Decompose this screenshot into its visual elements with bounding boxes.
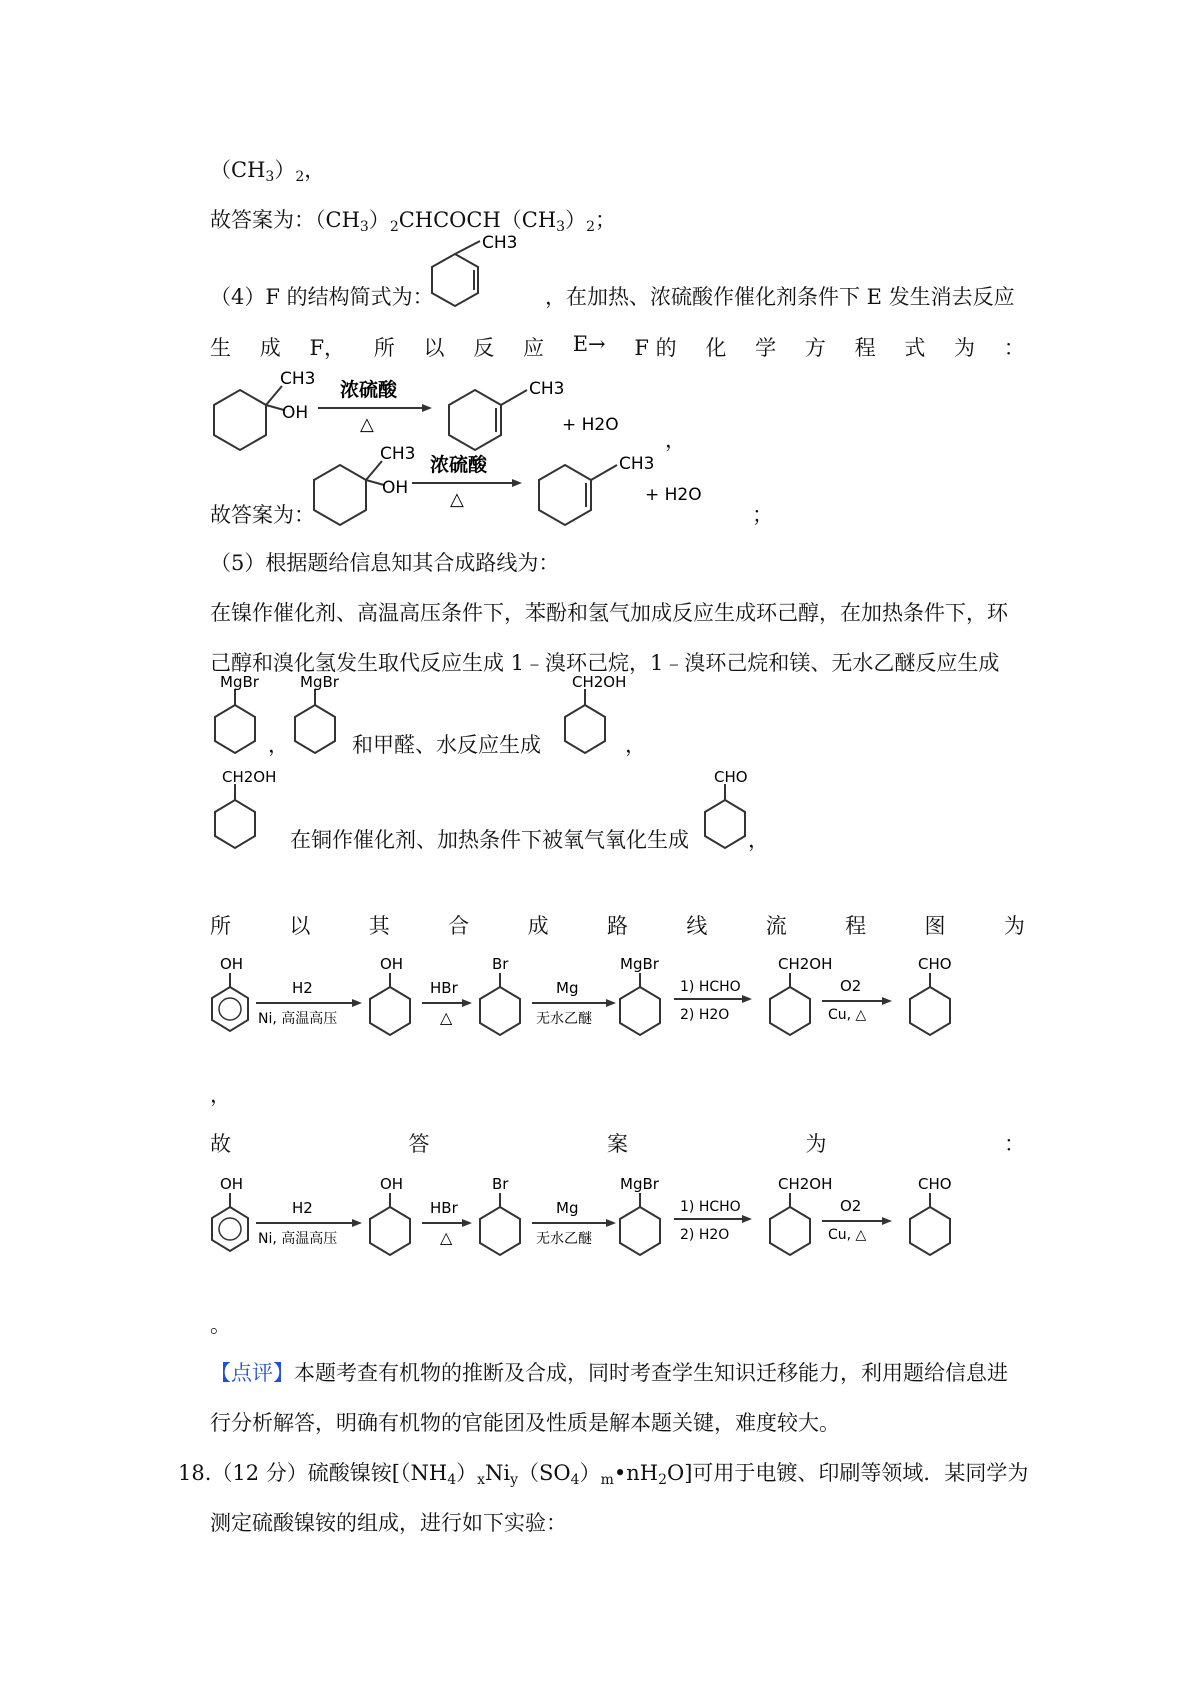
- svg-text:Mg: Mg: [556, 1199, 579, 1217]
- review-line-1: 【点评】本题考查有机物的推断及合成，同时考查学生知识迁移能力，利用题给信息进: [210, 1361, 1008, 1385]
- svg-text:浓硫酸: 浓硫酸: [430, 454, 488, 476]
- svg-text:2) H2O: 2) H2O: [680, 1227, 730, 1243]
- svg-text:Ni, 高温高压: Ni, 高温高压: [258, 1011, 338, 1027]
- answer-spread-line: 故 答 案 为 ：: [210, 1132, 1025, 1156]
- svg-text:△: △: [440, 1008, 453, 1027]
- svg-text:CHO: CHO: [714, 770, 748, 786]
- svg-text:OH: OH: [220, 955, 244, 973]
- svg-text:CH3: CH3: [380, 445, 416, 464]
- svg-text:O2: O2: [840, 1197, 862, 1215]
- synthesis-flow-2: [200, 1175, 1030, 1285]
- flow-intro-line: 所 以 其 合 成 路 线 流 程 图 为: [210, 914, 1025, 938]
- svg-text:MgBr: MgBr: [300, 675, 339, 691]
- svg-text:CHO: CHO: [918, 955, 952, 973]
- answer-reaction-e-to-f: [300, 445, 720, 535]
- svg-text:OH: OH: [382, 478, 409, 498]
- molecule-ch2oh-1: [550, 675, 640, 775]
- period-line: 。: [210, 1313, 231, 1337]
- svg-text:Br: Br: [492, 1175, 509, 1193]
- svg-text:OH: OH: [380, 955, 404, 973]
- comma-cho: ，: [748, 828, 769, 852]
- svg-text:CH2OH: CH2OH: [778, 1175, 833, 1193]
- svg-text:无水乙醚: 无水乙醚: [536, 1231, 592, 1247]
- part4-label: （4）F 的结构简式为：: [210, 285, 434, 309]
- svg-text:△: △: [450, 489, 464, 510]
- svg-text:无水乙醚: 无水乙醚: [536, 1011, 592, 1027]
- comma-ch2oh: ，: [625, 733, 646, 757]
- molecule-cho-1: [690, 770, 770, 870]
- svg-text:OH: OH: [220, 1175, 244, 1193]
- text-oxidize: 在铜作催化剂、加热条件下被氧气氧化生成: [290, 828, 689, 852]
- svg-text:H2: H2: [292, 979, 313, 997]
- part4-spread-line: 生 成 F， 所 以 反 应 E→ F 的 化 学 方 程 式 为 ：: [210, 332, 1025, 360]
- svg-text:CH2OH: CH2OH: [222, 770, 277, 786]
- svg-text:MgBr: MgBr: [620, 955, 659, 973]
- svg-text:2) H2O: 2) H2O: [680, 1007, 730, 1023]
- svg-text:OH: OH: [282, 403, 309, 423]
- svg-text:H2: H2: [292, 1199, 313, 1217]
- review-line-2: 行分析解答，明确有机物的官能团及性质是解本题关键，难度较大。: [210, 1411, 840, 1435]
- svg-text:+ H2O: + H2O: [645, 485, 702, 505]
- svg-text:Br: Br: [492, 955, 509, 973]
- review-tag: 【点评】: [210, 1361, 294, 1385]
- part5-line1: 在镍作催化剂、高温高压条件下，苯酚和氢气加成反应生成环己醇，在加热条件下，环: [210, 601, 1008, 625]
- question-18-line-2: 测定硫酸镍铵的组成，进行如下实验：: [210, 1511, 567, 1535]
- svg-text:HBr: HBr: [430, 1199, 458, 1217]
- molecule-f: [400, 232, 530, 312]
- svg-text:CH3: CH3: [482, 233, 518, 253]
- svg-text:Cu, △: Cu, △: [828, 1227, 867, 1243]
- part5-line2: 己醇和溴化氢发生取代反应生成 1﹣溴环己烷，1﹣溴环己烷和镁、无水乙醚反应生成: [210, 651, 1000, 675]
- comma-line: ，: [210, 1083, 231, 1107]
- part4-text: ，在加热、浓硫酸作催化剂条件下 E 发生消去反应: [545, 285, 1015, 309]
- answer-label-4: 故答案为：: [210, 503, 315, 527]
- comma-mgbr: ，: [268, 733, 289, 757]
- svg-text:+ H2O: + H2O: [562, 415, 619, 435]
- svg-text:浓硫酸: 浓硫酸: [340, 379, 398, 401]
- svg-text:CH3: CH3: [619, 454, 655, 474]
- svg-text:HBr: HBr: [430, 979, 458, 997]
- svg-text:△: △: [360, 414, 374, 435]
- synthesis-flow-1: [200, 955, 1030, 1065]
- svg-text:CHO: CHO: [918, 1175, 952, 1193]
- reaction-comma: ，: [665, 428, 686, 452]
- svg-text:OH: OH: [380, 1175, 404, 1193]
- svg-text:CH3: CH3: [280, 369, 316, 389]
- svg-text:Cu, △: Cu, △: [828, 1007, 867, 1023]
- svg-text:Mg: Mg: [556, 979, 579, 997]
- answer-semicolon: ；: [752, 503, 773, 527]
- svg-text:CH2OH: CH2OH: [778, 955, 833, 973]
- svg-text:MgBr: MgBr: [620, 1175, 659, 1193]
- text-formaldehyde: 和甲醛、水反应生成: [352, 733, 541, 757]
- svg-text:CH2OH: CH2OH: [572, 675, 627, 691]
- text-line-1: $(CH_3)_2$，: [210, 158, 326, 185]
- svg-text:1) HCHO: 1) HCHO: [680, 1199, 741, 1215]
- svg-text:CH3: CH3: [529, 379, 565, 399]
- part5-title: （5）根据题给信息知其合成路线为：: [210, 551, 560, 575]
- molecule-ch2oh-2: [200, 770, 300, 870]
- svg-text:1) HCHO: 1) HCHO: [680, 979, 741, 995]
- svg-text:Ni, 高温高压: Ni, 高温高压: [258, 1231, 338, 1247]
- question-18-line-1: 18.（12 分）硫酸镍铵$[(NH_4)_xNi_y(SO_4)_m•nH_2O]$可用于电镀、印刷等领域．某同学为: [178, 1461, 1029, 1488]
- svg-text:△: △: [440, 1228, 453, 1247]
- svg-text:MgBr: MgBr: [220, 675, 259, 691]
- molecule-mgbr-2: [280, 675, 360, 775]
- svg-text:O2: O2: [840, 977, 862, 995]
- answer-line-3: 故答案为：$(CH_3)_2CHCOCH(CH_3)_2$；: [210, 208, 617, 235]
